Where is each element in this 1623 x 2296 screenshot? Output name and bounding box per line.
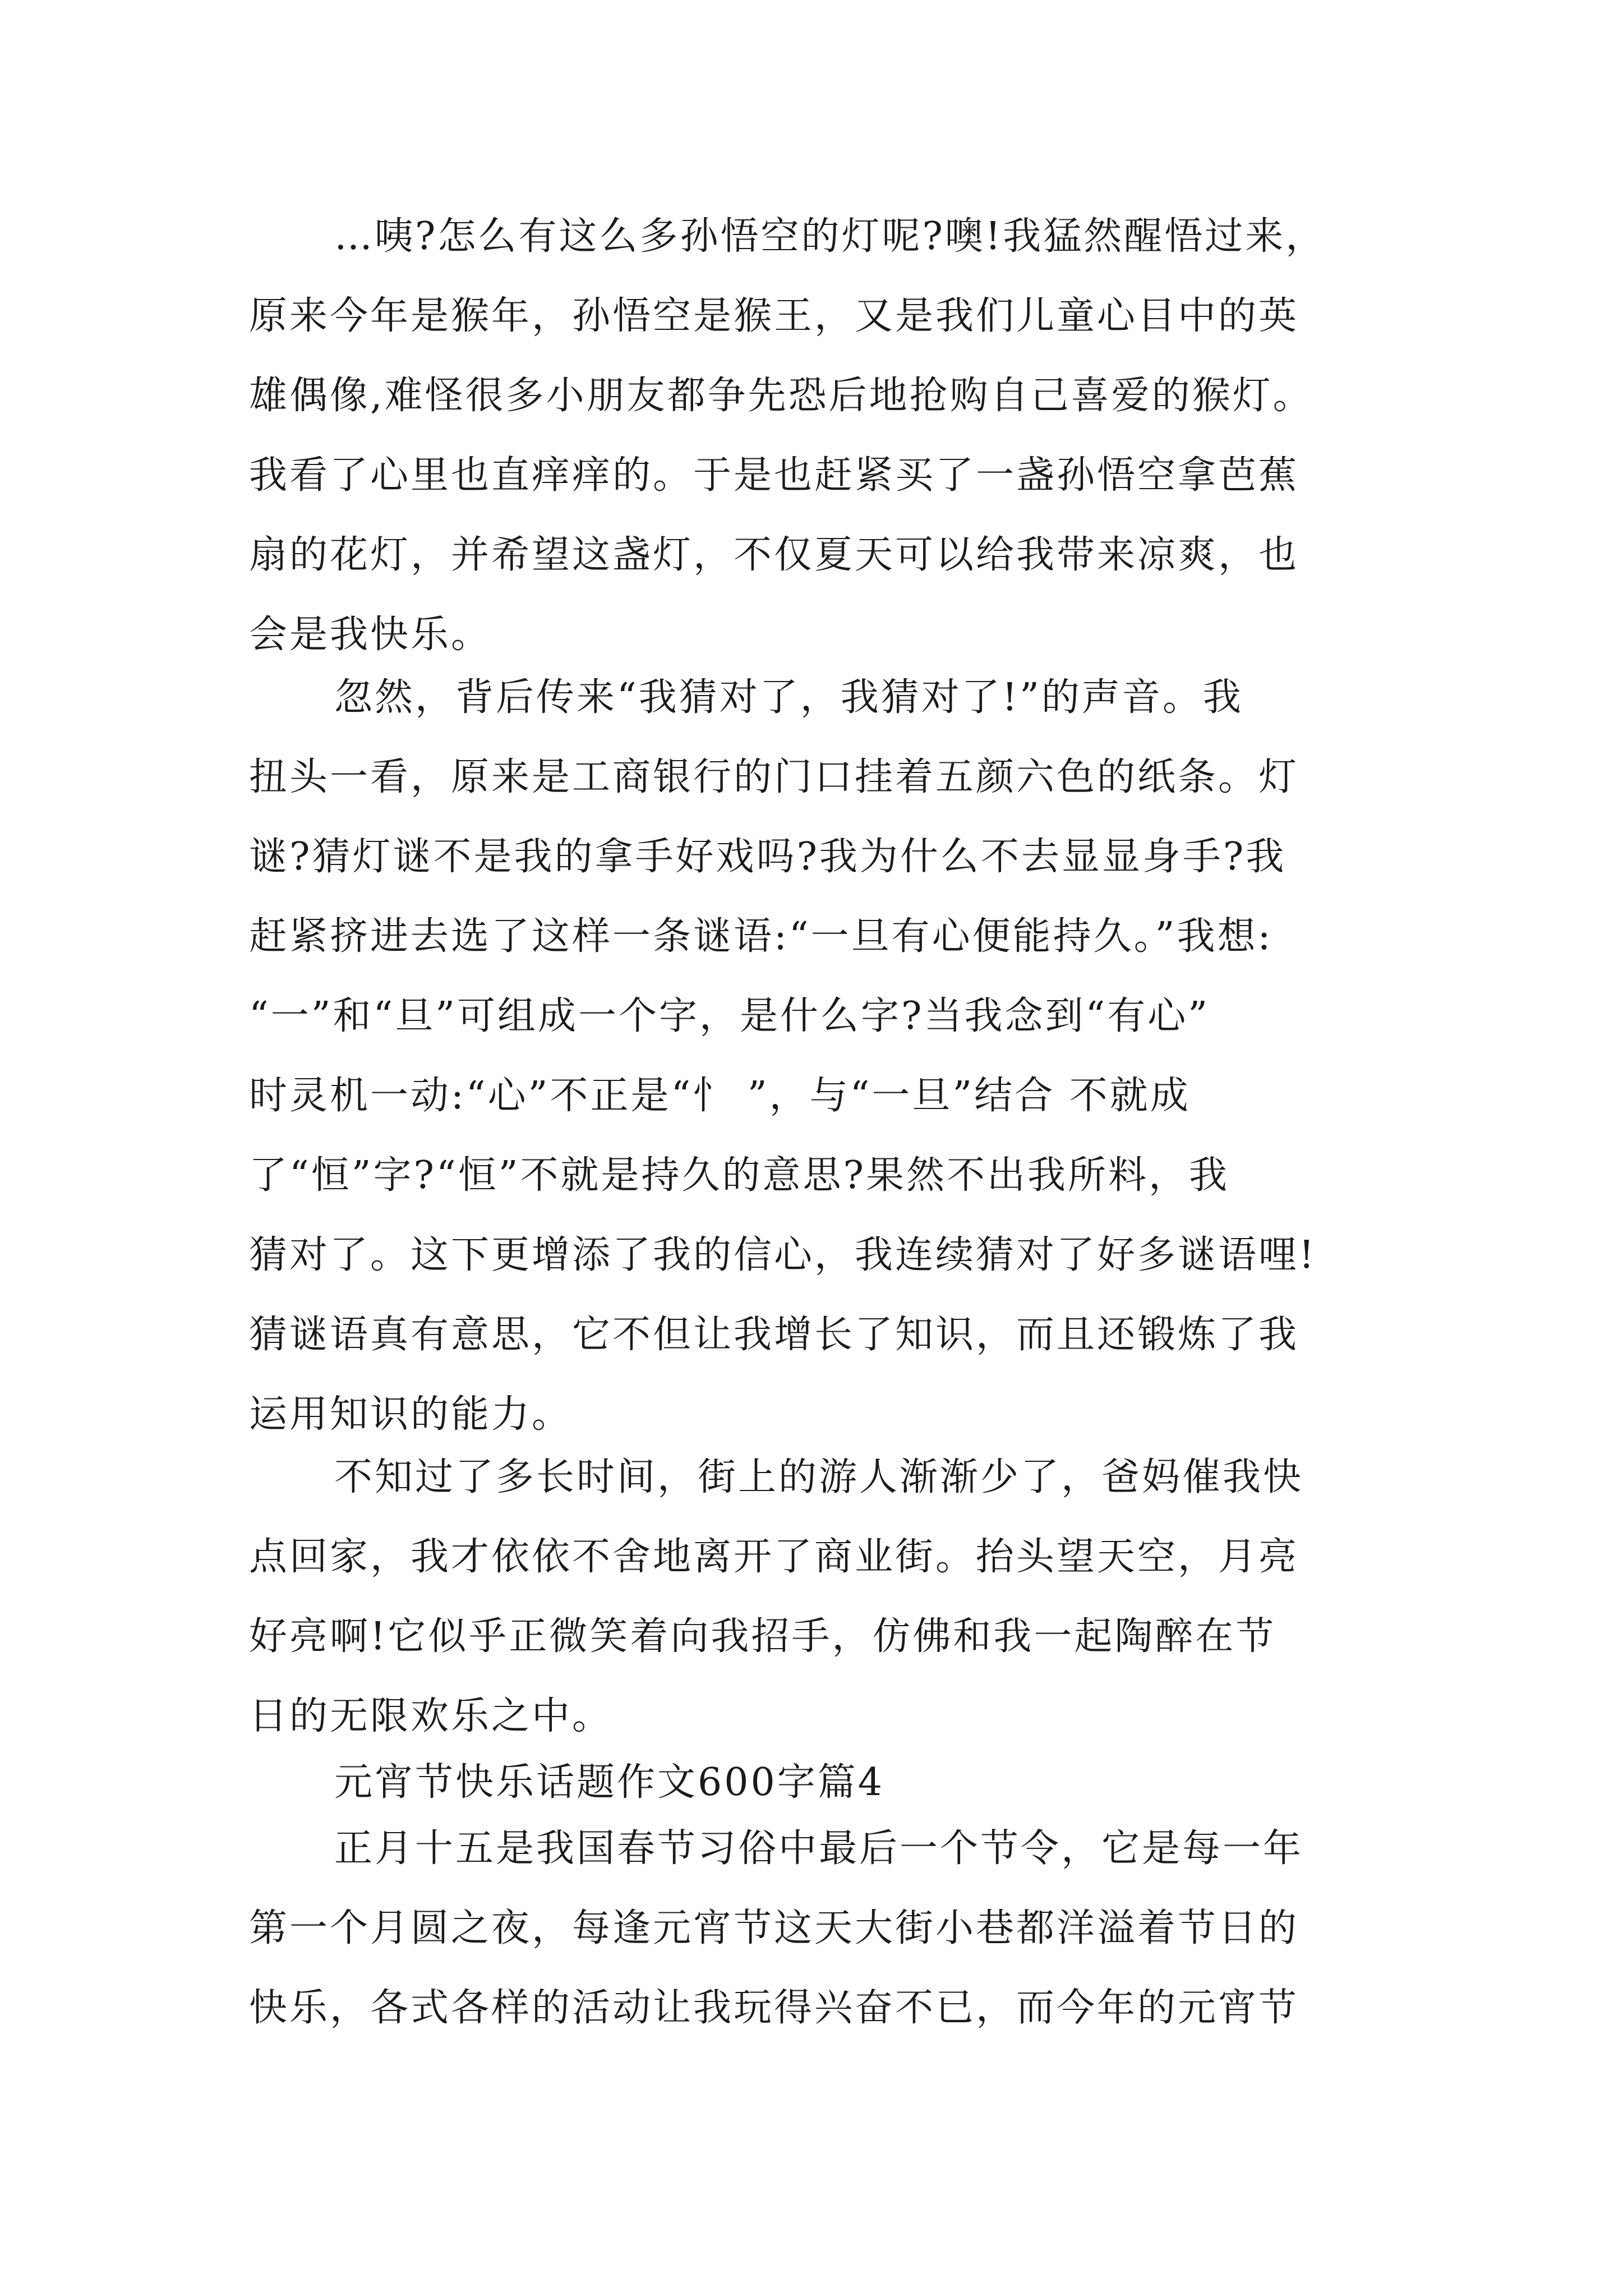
text-line: 会是我快乐。 xyxy=(249,613,492,657)
text-line: 日的无限欢乐之中。 xyxy=(249,1694,613,1738)
text-line: 点回家，我才依依不舍地离开了商业街。抬头望天空，月亮 xyxy=(249,1535,1299,1579)
text-line: 第一个月圆之夜，每逢元宵节这天大街小巷都洋溢着节日的 xyxy=(249,1906,1299,1950)
text-line: 雄偶像,难怪很多小朋友都争先恐后地抢购自己喜爱的猴灯。 xyxy=(249,374,1313,418)
text-line: 赶紧挤进去选了这样一条谜语:“一旦有心便能持久。”我想: xyxy=(249,914,1273,959)
text-line: 忽然，背后传来“我猜对了，我猜对了!”的声音。我 xyxy=(334,675,1243,720)
text-line: 时灵机一动:“心”不正是“忄 ”，与“一旦”结合 不就成 xyxy=(249,1074,1191,1118)
text-line: 谜?猜灯谜不是我的拿手好戏吗?我为什么不去显显身手?我 xyxy=(249,835,1287,879)
text-line: …咦?怎么有这么多孙悟空的灯呢?噢!我猛然醒悟过来， xyxy=(334,214,1326,259)
text-line: 快乐，各式各样的活动让我玩得兴奋不已，而今年的元宵节 xyxy=(249,1986,1299,2030)
text-line: 不知过了多长时间，街上的游人渐渐少了，爸妈催我快 xyxy=(334,1455,1304,1499)
text-line: “一”和“旦”可组成一个字，是什么字?当我念到“有心” xyxy=(249,994,1210,1038)
text-line: 扇的花灯，并希望这盏灯，不仅夏天可以给我带来凉爽，也 xyxy=(249,533,1299,577)
text-line: 正月十五是我国春节习俗中最后一个节令，它是每一年 xyxy=(334,1826,1304,1871)
text-line: 好亮啊!它似乎正微笑着向我招手，仿佛和我一起陶醉在节 xyxy=(249,1614,1276,1659)
text-line: 猜谜语真有意思，它不但让我增长了知识，而且还锻炼了我 xyxy=(249,1313,1299,1357)
text-line: 原来今年是猴年，孙悟空是猴王，又是我们儿童心目中的英 xyxy=(249,294,1299,338)
text-line: 了“恒”字?“恒”不就是持久的意思?果然不出我所料，我 xyxy=(249,1153,1229,1198)
text-line: 猜对了。这下更增添了我的信心，我连续猜对了好多谜语哩! xyxy=(249,1233,1317,1277)
text-line: 扭头一看，原来是工商银行的门口挂着五颜六色的纸条。灯 xyxy=(249,755,1299,799)
text-line: 我看了心里也直痒痒的。于是也赶紧买了一盏孙悟空拿芭蕉 xyxy=(249,453,1299,498)
section-heading: 元宵节快乐话题作文600字篇4 xyxy=(334,1760,885,1805)
text-line: 运用知识的能力。 xyxy=(249,1392,573,1437)
